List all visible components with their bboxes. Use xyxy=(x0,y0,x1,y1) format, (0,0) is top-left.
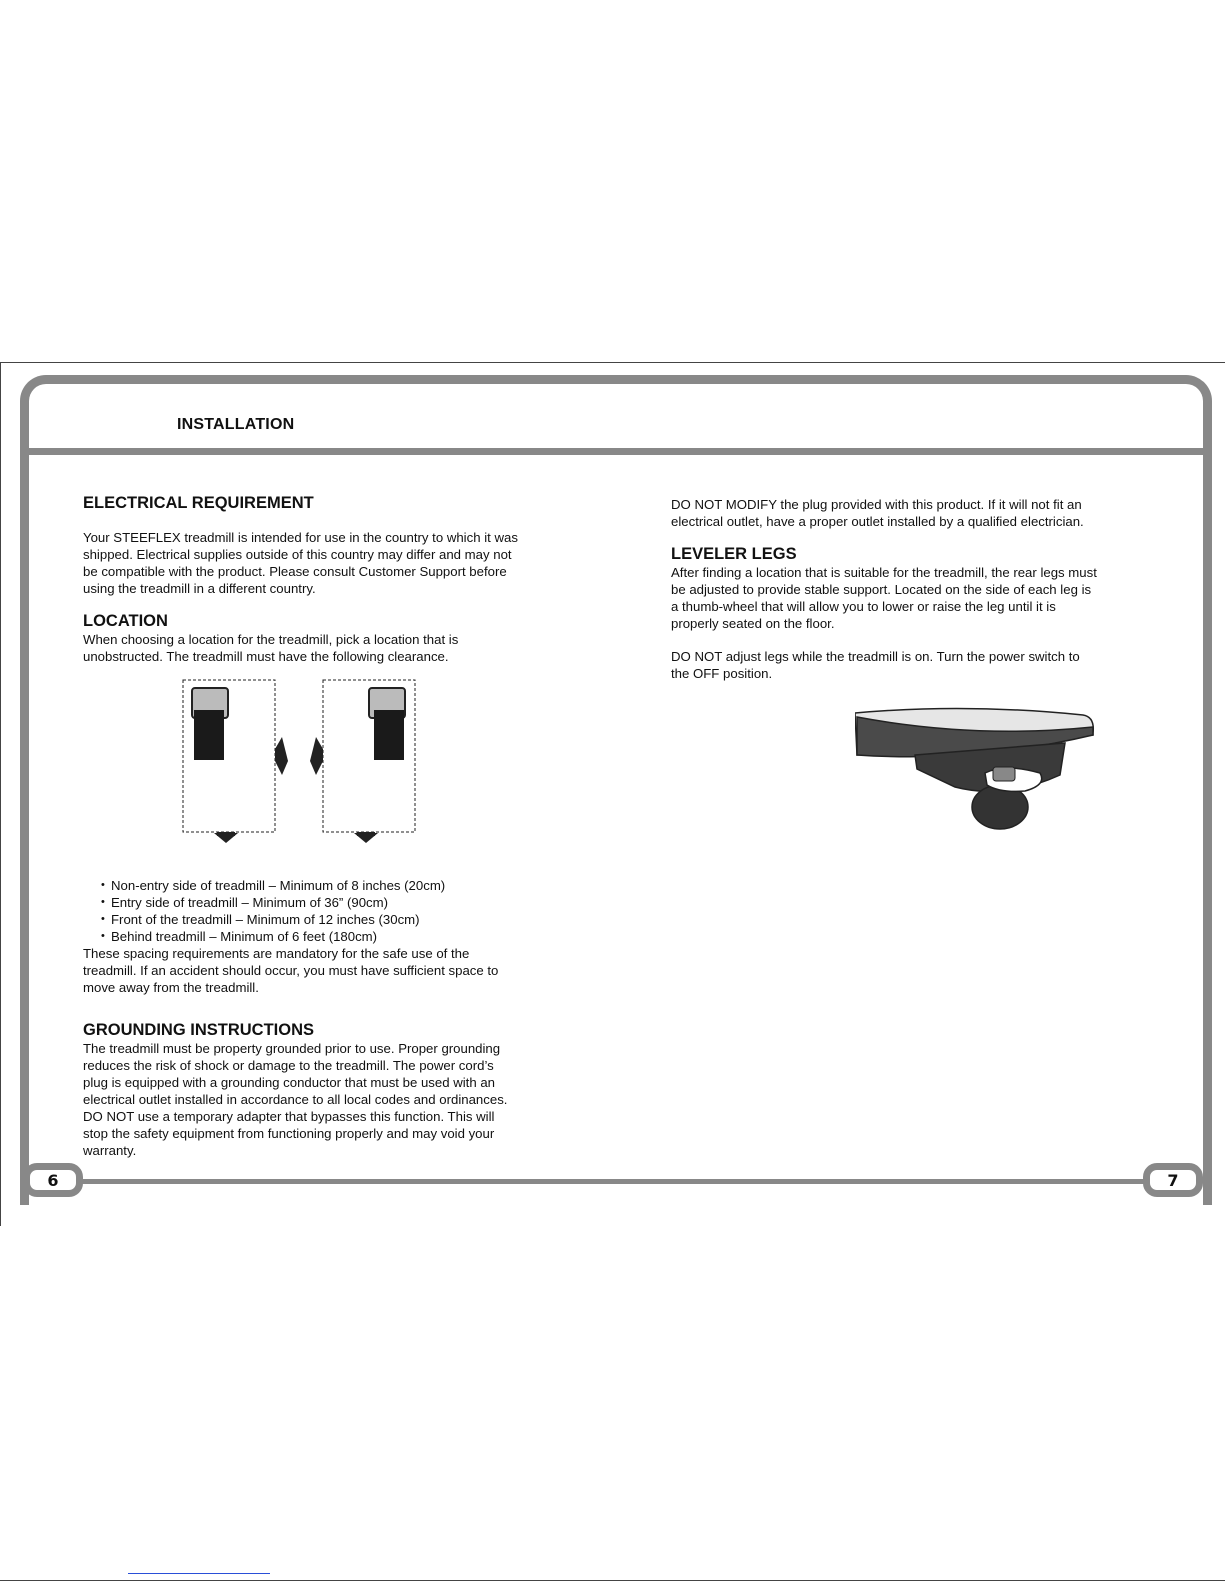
text-line: DO NOT use a temporary adapter that bypasses this function. This will xyxy=(83,1109,495,1124)
page-left-border xyxy=(0,362,1,1226)
section-title: INSTALLATION xyxy=(177,416,295,433)
text-line: Your STEEFLEX treadmill is intended for use in the country to which it was xyxy=(83,530,518,545)
treadmill-belt-left xyxy=(194,710,224,760)
page-bottom-border xyxy=(0,1580,1225,1581)
text-line: be adjusted to provide stable support. Located on the side of each leg is xyxy=(671,582,1092,597)
text-line: the OFF position. xyxy=(671,666,773,681)
text-line: unobstructed. The treadmill must have the following clearance. xyxy=(83,649,449,664)
text-line: When choosing a location for the treadmill, pick a location that is xyxy=(83,632,459,647)
page-number-right: 7 xyxy=(1143,1163,1203,1197)
text-line: stop the safety equipment from functioning properly and may void your xyxy=(83,1126,495,1141)
right-column xyxy=(671,496,1161,682)
electrical-text xyxy=(83,529,583,597)
text-line: DO NOT MODIFY the plug provided with this product. If it will not fit an xyxy=(671,497,1082,512)
treadmill-belt-right xyxy=(374,710,404,760)
link-underline[interactable] xyxy=(128,1573,270,1574)
arrow-stem xyxy=(217,832,235,836)
text-line: properly seated on the floor. xyxy=(671,616,835,631)
header-rule xyxy=(29,448,1203,455)
electrical-heading: ELECTRICAL REQUIREMENT xyxy=(83,494,314,512)
location-text xyxy=(83,631,583,665)
text-line: warranty. xyxy=(83,1143,137,1158)
list-item: • Behind treadmill – Minimum of 6 feet (180cm) xyxy=(101,928,583,945)
text-line: using the treadmill in a different country. xyxy=(83,581,316,596)
location-heading: LOCATION xyxy=(83,612,168,630)
modify-text xyxy=(671,496,1161,530)
text-line: plug is equipped with a grounding conductor that must be used with an xyxy=(83,1075,496,1090)
text-line: shipped. Electrical supplies outside of this country may differ and may not xyxy=(83,547,512,562)
list-item: • Non-entry side of treadmill – Minimum of 8 inches (20cm) xyxy=(101,877,583,894)
thumb-wheel xyxy=(993,767,1015,781)
list-item: • Front of the treadmill – Minimum of 12 inches (30cm) xyxy=(101,911,583,928)
footer-rule xyxy=(60,1179,1160,1184)
text-line: reduces the risk of shock or damage to the treadmill. The power cord’s xyxy=(83,1058,494,1073)
left-column xyxy=(83,493,583,1159)
arrow-right-icon xyxy=(275,737,288,775)
text-line: move away from the treadmill. xyxy=(83,980,259,995)
text-line: be compatible with the product. Please consult Customer Support before xyxy=(83,564,507,579)
leveler-warning xyxy=(671,648,1161,682)
page-top-border xyxy=(0,362,1225,363)
grounding-heading: GROUNDING INSTRUCTIONS xyxy=(83,1021,314,1039)
spacing-text xyxy=(83,945,583,996)
text-line: DO NOT adjust legs while the treadmill is on. Turn the power switch to xyxy=(671,649,1080,664)
text-line: a thumb-wheel that will allow you to lower or raise the leg until it is xyxy=(671,599,1056,614)
arrow-stem xyxy=(357,832,375,836)
page-number-left: 6 xyxy=(23,1163,83,1197)
text-line: These spacing requirements are mandatory for the safe use of the xyxy=(83,946,470,961)
clearance-list xyxy=(101,877,583,945)
leveler-heading: LEVELER LEGS xyxy=(671,545,797,563)
text-line: The treadmill must be property grounded prior to use. Proper grounding xyxy=(83,1041,501,1056)
text-line: After finding a location that is suitable for the treadmill, the rear legs must xyxy=(671,565,1097,580)
leveler-text xyxy=(671,564,1161,632)
text-line: electrical outlet installed in accordance to all local codes and ordinances. xyxy=(83,1092,508,1107)
list-item: • Entry side of treadmill – Minimum of 36” (90cm) xyxy=(101,894,583,911)
leveler-leg-illustration xyxy=(855,705,1105,840)
arrow-left-icon xyxy=(310,737,323,775)
grounding-text xyxy=(83,1040,583,1159)
clearance-diagram xyxy=(118,675,478,865)
text-line: electrical outlet, have a proper outlet installed by a qualified electrician. xyxy=(671,514,1084,529)
text-line: treadmill. If an accident should occur, you must have sufficient space to xyxy=(83,963,499,978)
